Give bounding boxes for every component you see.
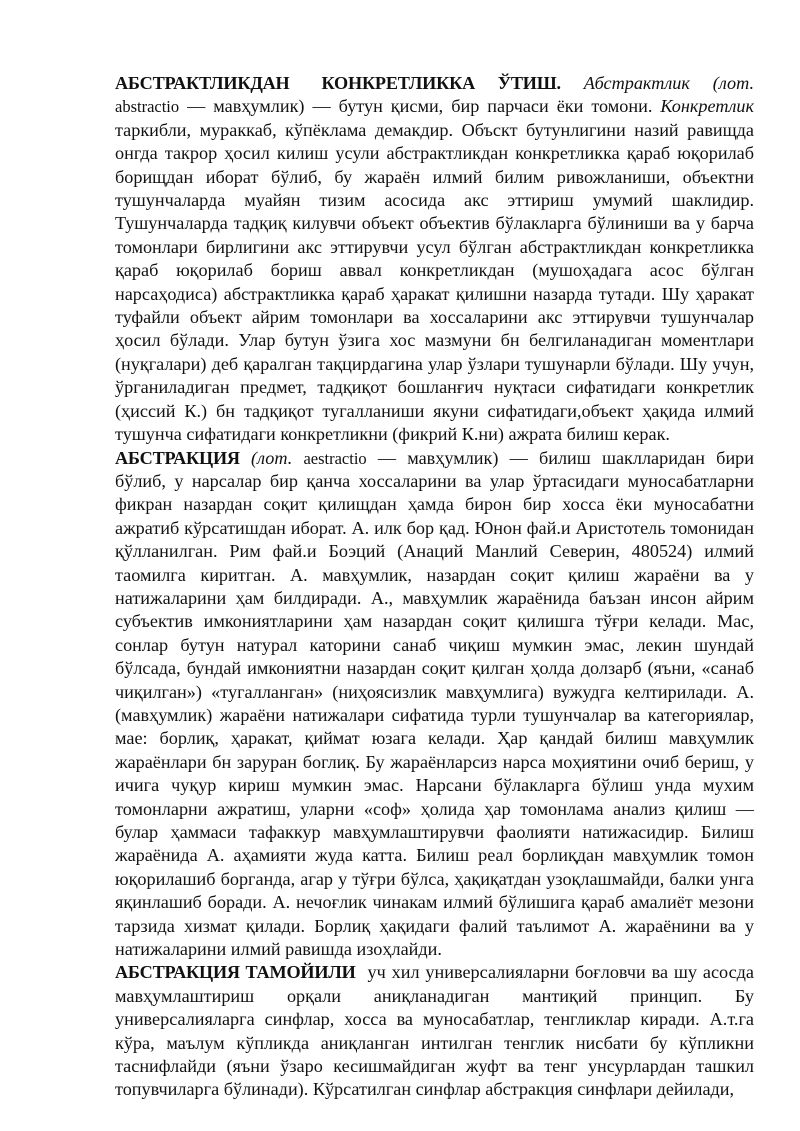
italic-term: (лот.	[251, 447, 293, 468]
entry-heading	[115, 73, 561, 93]
entry-heading: АБСТРАКЦИЯ ТАМОЙИЛИ	[115, 962, 356, 983]
entry-abstraction-to-concrete	[115, 72, 754, 447]
latin-term: aestractio	[303, 448, 367, 468]
entry-heading: АБСТРАКЦИЯ	[115, 447, 240, 468]
heading-part-2: КОНКРЕТЛИККА ЎТИШ.	[321, 73, 561, 93]
entry-text: таркибли, мураккаб, кўпёклама демакдир. Объскт бутунлигини назий равищда онгда такрор ҳосил килиш усули абстрактликдан конкретликка қараб юқорилаб борищдан иборат бўлиб, бу жараён илмий билим ривожланиши, объектни тушунчаларда муайян тизим асосида акс эттириш умумий шаклидир. Тушунчаларда тадқиқ килувчи объект объектив бўлакларга бўлиниши ва у барча томонлари бирлигини акс эттирувчи усул бўлган абстрактликдан конкретликка қараб юқорилаб бориш аввал конкретликдан (мушоҳадага асос бўлган нарсаҳодиса) абстрактликка қараб ҳаракат қилишни назарда тутади. Шу ҳаракат туфайли объект айрим томонлари ва хоссаларини акс эттирувчи тушунчалар ҳосил бўлади. Улар бутун ўзига хос мазмуни бн белгиланадиган моментлари (нуқгалари) деб қаралган тақцирдагина улар ўзлари тушунарли бўлади. Шу учун, ўрганиладиган предмет, тадқиқот бошланғич нуқтаси сифатидаги конкретлик (ҳиссий К.) бн тадқиқот тугалланиши якуни сифатидаги,объект ҳақида илмий тушунча сифатидаги конкретликни (фикрий К.ни) ажрата билиш керак.	[115, 119, 754, 445]
entry-text: — мавҳумлик) — билиш шаклларидан бири бўлиб, у нарсалар бир қанча хоссаларини ва улар ўртасидаги муносабатларни фикран назардан соқит қилищдан ҳамда бирон бир хосса ёки муносабатни ажратиб кўрсатишдан иборат. А. илк бор қад. Юнон фай.и Аристотель томонидан қўлланилган. Рим фай.и Боэций (Анаций Манлий Северин, 480524) илмий таомилга киритган. А. мавҳумлик, назардан соқит қилиш жараёни ва у натижаларини ҳам билдиради. А., мавҳумлик жараёнида баъзан инсон айрим субъектив имкониятларини ҳам назардан соқит қилишга тўғри келади. Мас, сонлар бутун натурал каторини санаб чиқиш мумкин эмас, лекин шундай бўлсада, бундай имкониятни назардан соқит қилган ҳолда долзарб (яъни, «санаб чиқилган») «тугалланган» (ниҳоясизлик мавҳумлига) вужудга келтирилади. А. (мавҳумлик) жараёни натижалари сифатида турли тушунчалар ва категориялар, мае: борлиқ, ҳаракат, қиймат юзага келади. Ҳар қандай билиш мавҳумлик жараёнлари бн заруран боглиқ. Бу жараёнларсиз нарса моҳиятини очиб бериш, у ичига чуқур кириш мумкин эмас. Нарсани бўлакларга бўлиш унда мухим томонларни ажратиш, уларни «соф» ҳолида ҳар томонлама анализ қилиш — булар ҳаммаси тафаккур мавҳумлаштирувчи фаолияти натижасидир. Билиш жараёнида А. аҳамияти жуда катта. Билиш реал борлиқдан мавҳумлик томон юқорилашиб борганда, агар у тўғри бўлса, ҳақиқатдан узоқлашмайди, балки унга яқинлашиб боради. А. нечоғлик чинакам илмий бўлишига қараб амалиёт мезони тарзида хизмат қилади. Борлиқ ҳақидаги фалий таълимот А. жараёнини ва у натижаларини илмий равишда изоҳлайди.	[115, 447, 754, 960]
italic-term: Абстрактлик (лот.	[583, 73, 754, 93]
entry-text: уч хил универсалияларни боғловчи ва шу асосда мавҳумлаштириш орқали аниқланадиган мантиқий принцип. Бу универсалияларга синфлар, хосса ва муносабатлар, тенгликлар киради. А.т.га кўра, маълум кўпликда аниқланган интилган тенглик нисбати бу кўпликни таснифлайди (яъни ўзаро кесишмайдиган жуфт ва тенг унсурлардан ташкил топувчиларга бўлинади). Кўрсатилган синфлар абстракция синфлари дейилади,	[115, 962, 755, 1100]
heading-part-1: АБСТРАКТЛИКДАН	[115, 73, 290, 93]
latin-term: abstractio	[115, 97, 180, 117]
entry-abstraction-principle	[115, 961, 754, 1101]
entry-text: — мавҳумлик) — бутун қисми, бир парчаси ёки томони.	[179, 96, 661, 117]
document-page	[115, 72, 754, 1102]
italic-term: Конкретлик	[660, 96, 754, 117]
entry-abstraction	[115, 447, 754, 962]
